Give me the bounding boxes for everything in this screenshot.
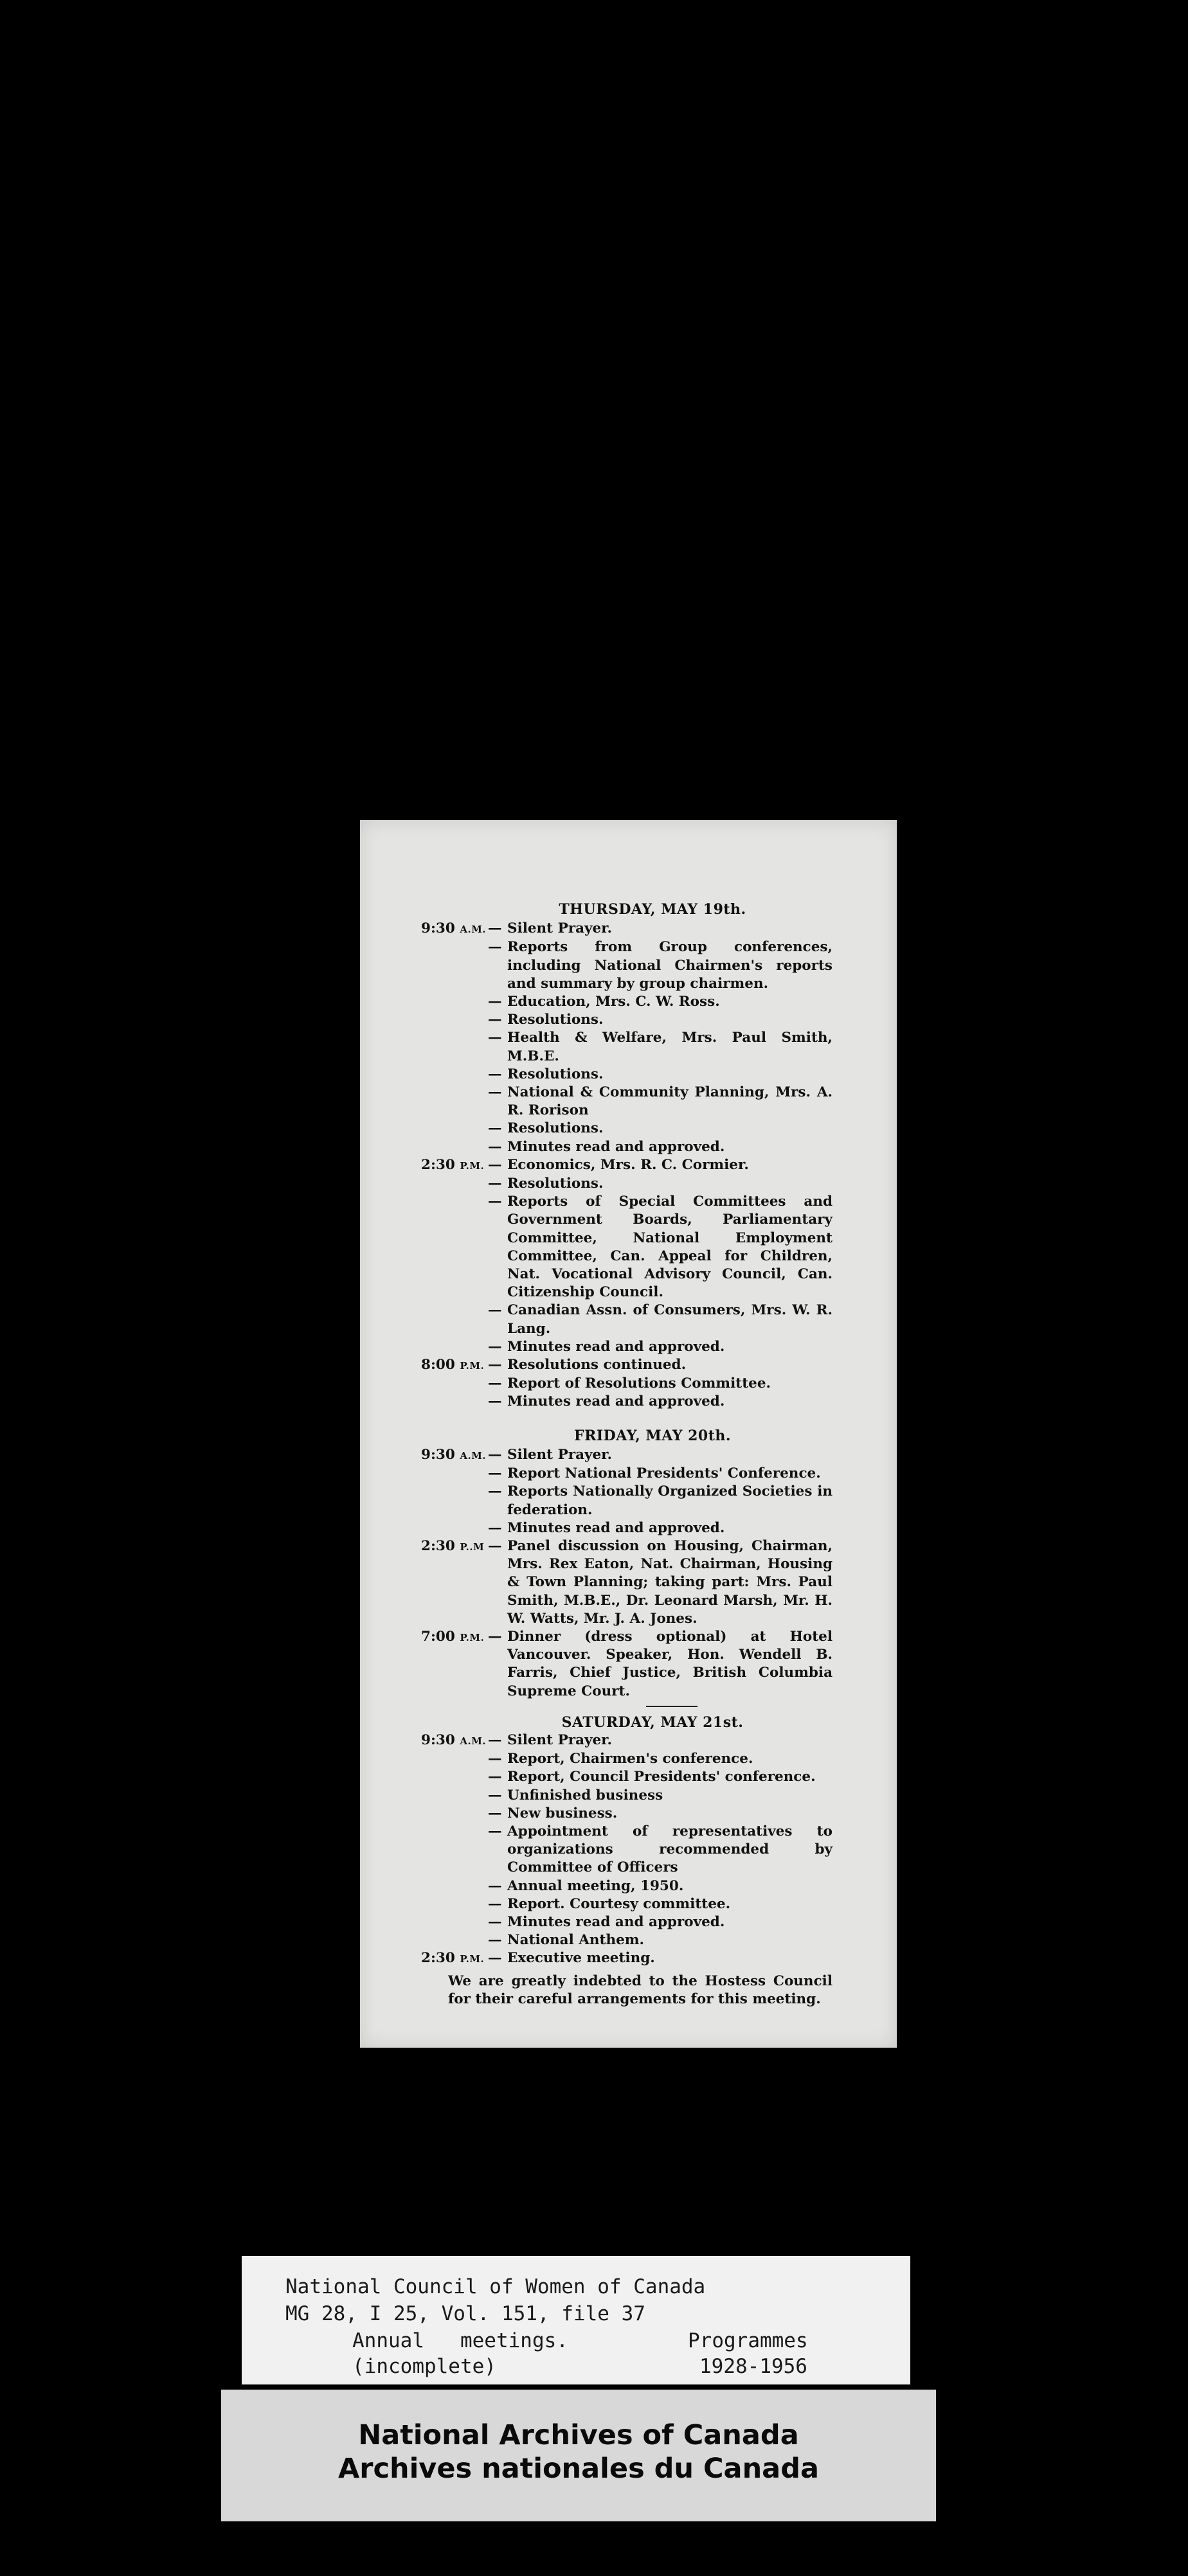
program-item [421,1120,833,1138]
catalog-line-title: National Council of Women of Canada [285,2275,706,2298]
closing-note: We are greatly indebted to the Hostess Council for their careful arrangements for this meeting. [448,1972,833,2007]
item-dash: — [488,1913,502,1930]
item-time [421,1120,488,1138]
program-item [421,1338,833,1356]
program-item [421,1750,833,1768]
item-text: Resolutions. [507,1012,604,1028]
item-time-value: 9:30 [421,1446,455,1463]
item-time [421,1877,488,1895]
item-dash: — [488,1066,502,1082]
catalog-line-status: (incomplete) [352,2355,496,2378]
item-text: Dinner (dress optional) at Hotel Vancouver. Speaker, Hon. Wendell B. Farris, Chief Justice, British Columbia Supreme Court. [507,1628,833,1699]
item-time [421,1029,488,1065]
item-time [421,1301,488,1337]
item-time-period: P.M. [460,1360,485,1372]
item-time [421,938,488,993]
item-dash: — [488,1393,502,1410]
item-dash: — [488,1519,502,1536]
item-dash: — [488,1176,502,1192]
item-text: New business. [507,1805,618,1821]
item-text: Report, Council Presidents' conference. [507,1769,816,1785]
item-dash: — [488,1012,502,1028]
item-time-value: 9:30 [421,1731,455,1748]
item-text: Reports Nationally Organized Societies in federation. [507,1483,833,1518]
program-item [421,1156,833,1175]
item-dash: — [488,1769,502,1785]
item-time [421,1787,488,1805]
program-item [421,1138,833,1156]
item-dash: — [488,1030,502,1046]
program-item [421,1084,833,1120]
item-dash: — [488,994,502,1010]
program-item [421,1356,833,1375]
item-dash: — [488,1895,502,1912]
item-text: Health & Welfare, Mrs. Paul Smith, M.B.E. [507,1030,833,1064]
item-dash: — [488,1120,502,1137]
program-item [421,1949,833,1968]
item-dash: — [488,1357,502,1373]
item-dash: — [488,1787,502,1803]
archive-name-french: Archives nationales du Canada [338,2453,819,2485]
item-time [421,1537,488,1628]
program-item [421,1913,833,1931]
item-time [421,1066,488,1084]
item-time-value: 2:30 [421,1950,455,1967]
item-dash: — [488,1932,502,1949]
item-time-period: A.M. [460,924,487,936]
program-item [421,1731,833,1750]
item-text: Resolutions. [507,1120,604,1137]
program-item [421,993,833,1011]
item-time [421,1375,488,1393]
item-dash: — [488,1302,502,1319]
item-text: Reports of Special Committees and Government Boards, Parliamentary Committee, National Employment Committee, Can. Appeal for Children, Nat. Vocational Advisory Council, Can. Citizenship Council. [507,1194,833,1301]
item-time-period: A.M. [460,1449,487,1462]
item-time-value: 2:30 [421,1537,455,1554]
item-dash: — [488,1156,502,1173]
item-dash: — [488,1537,502,1554]
item-time-value: 9:30 [421,920,455,937]
item-dash: — [488,1138,502,1155]
item-text: Reports from Group conferences, including National Chairmen's reports and summary by group chairmen. [507,939,833,992]
program-item [421,938,833,993]
item-text: Annual meeting, 1950. [507,1877,684,1894]
item-text: Appointment of representatives to organizations recommended by Committee of Officers [507,1823,833,1876]
item-time [421,1084,488,1120]
item-time [421,993,488,1011]
item-dash: — [488,1751,502,1767]
item-time [421,1393,488,1411]
item-dash: — [488,1877,502,1894]
item-dash: — [488,1465,502,1482]
item-time [421,1356,488,1375]
item-text: Economics, Mrs. R. C. Cormier. [507,1156,749,1173]
item-text: Silent Prayer. [507,1731,613,1748]
catalog-line-series: Annual meetings. [352,2329,568,2352]
day-heading: SATURDAY, MAY 21st. [561,1713,744,1731]
program-item [421,1931,833,1949]
program-item [421,1877,833,1895]
item-time-value: 7:00 [421,1628,455,1645]
item-text: Silent Prayer. [507,1446,613,1463]
item-text: National Anthem. [507,1932,645,1949]
item-text: Silent Prayer. [507,920,613,937]
item-time [421,1731,488,1750]
item-dash: — [488,1805,502,1821]
program-item [421,1823,833,1877]
item-text: National & Community Planning, Mrs. A. R. Rorison [507,1084,833,1119]
program-item [421,1628,833,1701]
item-time [421,1949,488,1968]
program-item [421,1066,833,1084]
item-time [421,1175,488,1193]
catalog-label [242,2256,910,2384]
program-page [360,820,897,2048]
catalog-line-type: Programmes [688,2329,808,2352]
item-time-period: P.M. [460,1631,485,1643]
item-time-period: A.M. [460,1735,487,1747]
item-text: Report of Resolutions Committee. [507,1375,771,1392]
day-heading: FRIDAY, MAY 20th. [573,1427,732,1444]
program-item [421,1193,833,1301]
program-item [421,1787,833,1805]
item-dash: — [488,1950,502,1967]
item-time [421,1519,488,1537]
item-time [421,1465,488,1483]
item-time [421,1750,488,1768]
archive-plate [221,2390,936,2521]
catalog-line-dates: 1928-1956 [699,2355,807,2378]
day-heading: THURSDAY, MAY 19th. [559,901,746,918]
item-text: Minutes read and approved. [507,1913,725,1930]
program-item [421,1029,833,1065]
item-time [421,1823,488,1877]
program-item [421,1175,833,1193]
item-dash: — [488,1084,502,1101]
program-item [421,1465,833,1483]
item-time [421,1338,488,1356]
section-separator [646,1706,698,1707]
item-text: Report, Chairmen's conference. [507,1751,753,1767]
program-item [421,1393,833,1411]
program-item [421,1537,833,1628]
item-dash: — [488,920,502,937]
item-time [421,1446,488,1465]
meeting-program [421,900,833,2008]
catalog-line-reference: MG 28, I 25, Vol. 151, file 37 [285,2302,645,2325]
item-time [421,920,488,938]
program-item [421,1483,833,1519]
program-item [421,1895,833,1913]
program-item [421,1375,833,1393]
item-dash: — [488,939,502,956]
item-dash: — [488,1194,502,1210]
item-time [421,1628,488,1701]
item-time-value: 8:00 [421,1357,455,1373]
program-item [421,1011,833,1029]
item-time-period: P..M [460,1541,485,1553]
program-item [421,1519,833,1537]
item-time [421,1805,488,1823]
item-dash: — [488,1731,502,1748]
item-time-period: P.M. [460,1159,485,1172]
archive-name-english: National Archives of Canada [358,2419,799,2451]
item-time [421,1931,488,1949]
item-text: Minutes read and approved. [507,1519,725,1536]
item-time [421,1895,488,1913]
item-text: Education, Mrs. C. W. Ross. [507,994,720,1010]
item-time-value: 2:30 [421,1156,455,1173]
item-dash: — [488,1628,502,1645]
item-time [421,1138,488,1156]
item-text: Report. Courtesy committee. [507,1895,731,1912]
item-text: Canadian Assn. of Consumers, Mrs. W. R. Lang. [507,1302,833,1337]
program-item [421,1446,833,1465]
item-text: Minutes read and approved. [507,1138,725,1155]
item-text: Resolutions. [507,1176,604,1192]
item-text: Report National Presidents' Conference. [507,1465,821,1482]
item-time [421,1193,488,1301]
program-item [421,920,833,938]
item-text: Panel discussion on Housing, Chairman, Mrs. Rex Eaton, Nat. Chairman, Housing & Town Planning; taking part: Mrs. Paul Smith, M.B.E., Dr. Leonard Marsh, Mr. H. W. Watts, Mr. J. A. Jones. [507,1537,833,1627]
program-item [421,1805,833,1823]
item-time-period: P.M. [460,1953,485,1965]
program-item [421,1768,833,1786]
item-text: Minutes read and approved. [507,1393,725,1410]
item-dash: — [488,1338,502,1355]
item-dash: — [488,1375,502,1392]
program-item [421,1301,833,1337]
item-time [421,1483,488,1519]
item-time [421,1768,488,1786]
item-time [421,1913,488,1931]
item-text: Minutes read and approved. [507,1338,725,1355]
item-text: Resolutions continued. [507,1357,687,1373]
item-time [421,1011,488,1029]
item-dash: — [488,1483,502,1500]
item-dash: — [488,1823,502,1839]
item-dash: — [488,1446,502,1463]
item-text: Unfinished business [507,1787,663,1803]
item-time [421,1156,488,1175]
item-text: Executive meeting. [507,1950,655,1967]
item-text: Resolutions. [507,1066,604,1082]
